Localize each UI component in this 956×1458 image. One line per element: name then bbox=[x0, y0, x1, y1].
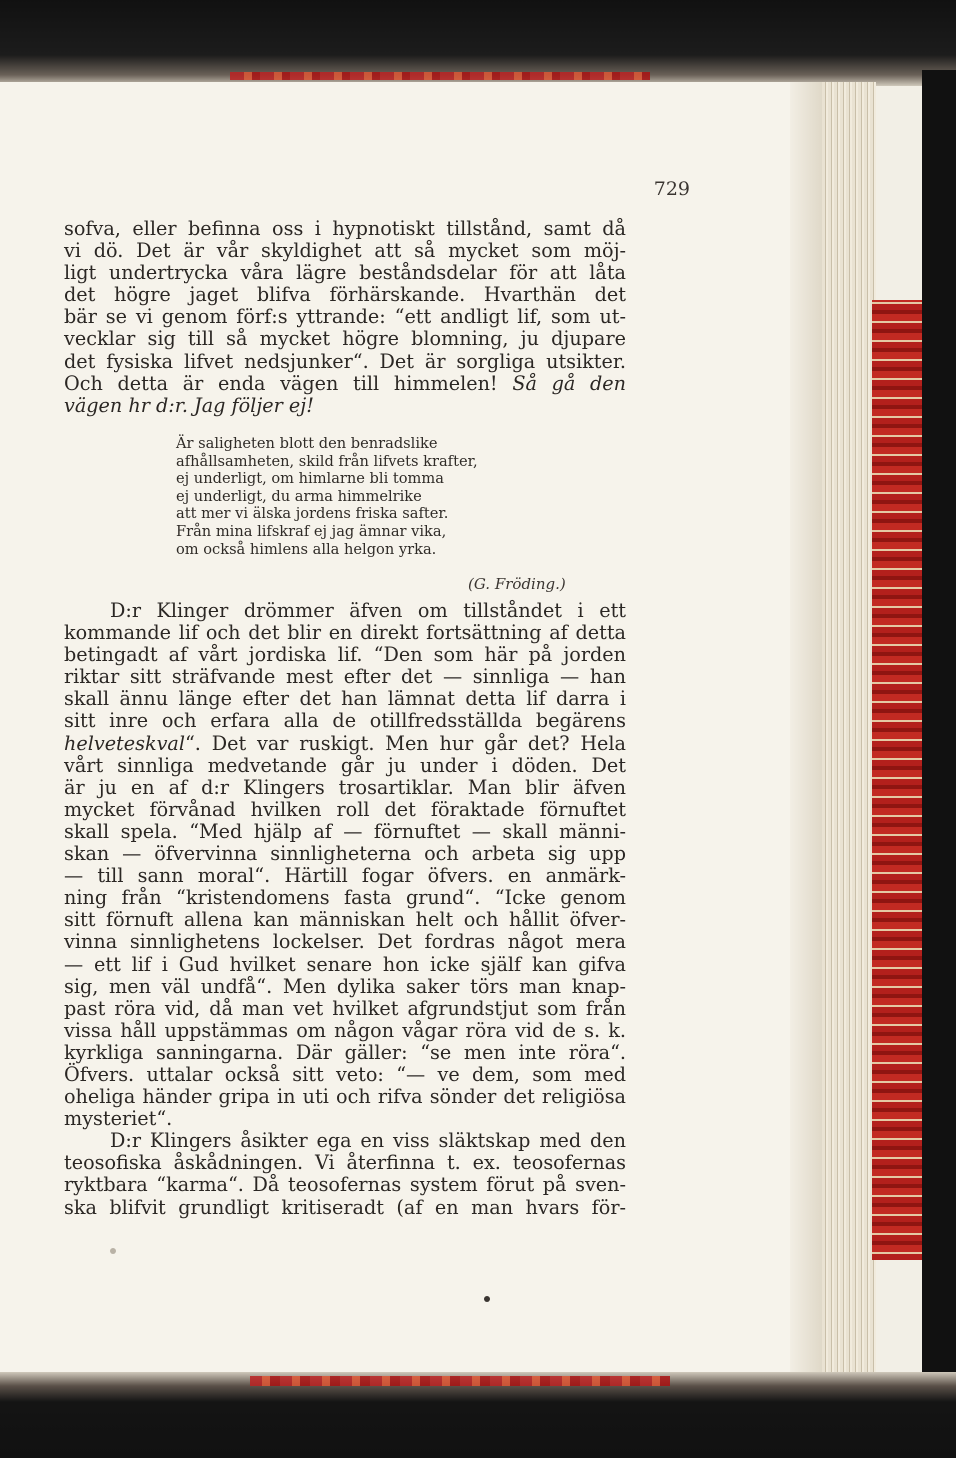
scan-right-border bbox=[922, 70, 956, 1390]
text-line: — till sann moral“. Härtill fogar öfvers. en anmärk- bbox=[64, 864, 626, 888]
text-line: skall ännu länge efter det han lämnat detta lif darra i bbox=[64, 687, 626, 711]
text-line: sitt inre och erfara alla de otillfredsställda begärens bbox=[64, 709, 626, 733]
text-line: Öfvers. uttalar också sitt veto: “— ve dem, som med bbox=[64, 1062, 626, 1086]
text-line: det högre jaget blifva förhärskande. Hvarthän det bbox=[64, 283, 626, 307]
text-line-with-italic bbox=[64, 373, 626, 395]
text-line: vi dö. Det är vår skyldighet att så mycket som möj- bbox=[64, 239, 626, 263]
page-speck bbox=[484, 1296, 490, 1302]
text-line: oheliga händer gripa in uti och rifva sönder det religiösa bbox=[64, 1085, 626, 1109]
text-line: ska blifvit grundligt kritiseradt (af en man hvars för- bbox=[64, 1195, 626, 1219]
text-line: vissa håll uppstämmas om någon vågar röra vid de s. k. bbox=[64, 1018, 626, 1042]
italic-segment: helveteskval bbox=[64, 731, 185, 755]
text-line: D:r Klinger drömmer äfven om tillståndet i ett bbox=[110, 599, 626, 622]
poem-line: att mer vi älska jordens friska safter. bbox=[176, 505, 449, 523]
italic-text-line: vägen hr d:r. Jag följer ej! bbox=[64, 393, 314, 417]
text-line: sofva, eller befinna oss i hypnotiskt tillstånd, samt då bbox=[64, 217, 626, 240]
text-line: — ett lif i Gud hvilket senare hon icke själf kan gifva bbox=[64, 952, 626, 976]
text-line: bär se vi genom förf:s yttrande: “ett andligt lif, som ut- bbox=[64, 305, 626, 329]
poem-line: om också himlens alla helgon yrka. bbox=[176, 540, 437, 558]
poem-quote bbox=[176, 435, 636, 558]
text-line: ligt undertrycka våra lägre beståndsdelar för att låta bbox=[64, 261, 626, 285]
page-edges bbox=[822, 82, 876, 1378]
text-line: D:r Klingers åsikter ega en viss släktskap med den bbox=[110, 1129, 626, 1153]
book-edge-top bbox=[230, 72, 650, 80]
text-line: vårt sinnliga medvetande går ju under i döden. Det bbox=[64, 753, 626, 777]
page-speck bbox=[110, 1248, 116, 1254]
text-line: skall spela. “Med hjälp af — förnuftet — skall männi- bbox=[64, 819, 626, 843]
paragraph-1 bbox=[64, 218, 626, 417]
italic-segment: Så gå den bbox=[512, 371, 627, 395]
text-line: vinna sinnlighetens lockelser. Det fordras något mera bbox=[64, 930, 626, 954]
text-line: riktar sitt sträfvande mest efter det — sinnliga — han bbox=[64, 665, 626, 689]
paragraph-2 bbox=[64, 600, 626, 1219]
poem-line: Från mina lifskraf ej jag ämnar vika, bbox=[176, 522, 447, 540]
poem-line: afhållsamheten, skild från lifvets krafter, bbox=[176, 452, 478, 470]
poem-line: ej underligt, du arma himmelrike bbox=[176, 487, 422, 505]
text-line: vecklar sig till så mycket högre blomning, ju djupare bbox=[64, 327, 626, 351]
page-number: 729 bbox=[653, 178, 690, 200]
text-line: sig, men väl undfå“. Men dylika saker törs man knap- bbox=[64, 974, 626, 998]
text-segment: Och detta är enda vägen till himmelen! bbox=[64, 371, 498, 395]
text-line-with-italic bbox=[64, 733, 626, 755]
text-line: sitt förnuft allena kan människan helt och hållit öfver- bbox=[64, 908, 626, 932]
text-line: past röra vid, då man vet hvilket afgrundstjut som från bbox=[64, 996, 626, 1020]
text-line: mysteriet“. bbox=[64, 1107, 173, 1131]
text-line: är ju en af d:r Klingers trosartiklar. Man blir äfven bbox=[64, 775, 626, 799]
text-segment: “. Det var ruskigt. Men hur går det? Hela bbox=[185, 731, 626, 755]
text-line: betingadt af vårt jordiska lif. “Den som här på jorden bbox=[64, 643, 626, 667]
book-edge-bottom bbox=[250, 1376, 670, 1386]
text-line: kyrkliga sanningarna. Där gäller: “se men inte röra“. bbox=[64, 1040, 626, 1064]
text-line: kommande lif och det blir en direkt fortsättning af detta bbox=[64, 621, 626, 645]
poem-line: Är saligheten blott den benradslike bbox=[176, 435, 438, 452]
text-line: skan — öfvervinna sinnligheterna och arbeta sig upp bbox=[64, 842, 626, 866]
poem-line: ej underligt, om himlarne bli tomma bbox=[176, 470, 444, 488]
text-line: det fysiska lifvet nedsjunker“. Det är sorgliga utsikter. bbox=[64, 349, 626, 373]
text-line: ning från “kristendomens fasta grund“. “Icke genom bbox=[64, 886, 626, 910]
text-line: ryktbara “karma“. Då teosofernas system förut på sven- bbox=[64, 1173, 626, 1197]
book-cover-edge bbox=[872, 300, 922, 1260]
text-line: mycket förvånad hvilken roll det föraktade förnuftet bbox=[64, 797, 626, 821]
text-line: teosofiska åskådningen. Vi återfinna t. ex. teosofernas bbox=[64, 1151, 626, 1175]
poem-attribution: (G. Fröding.) bbox=[468, 575, 566, 593]
